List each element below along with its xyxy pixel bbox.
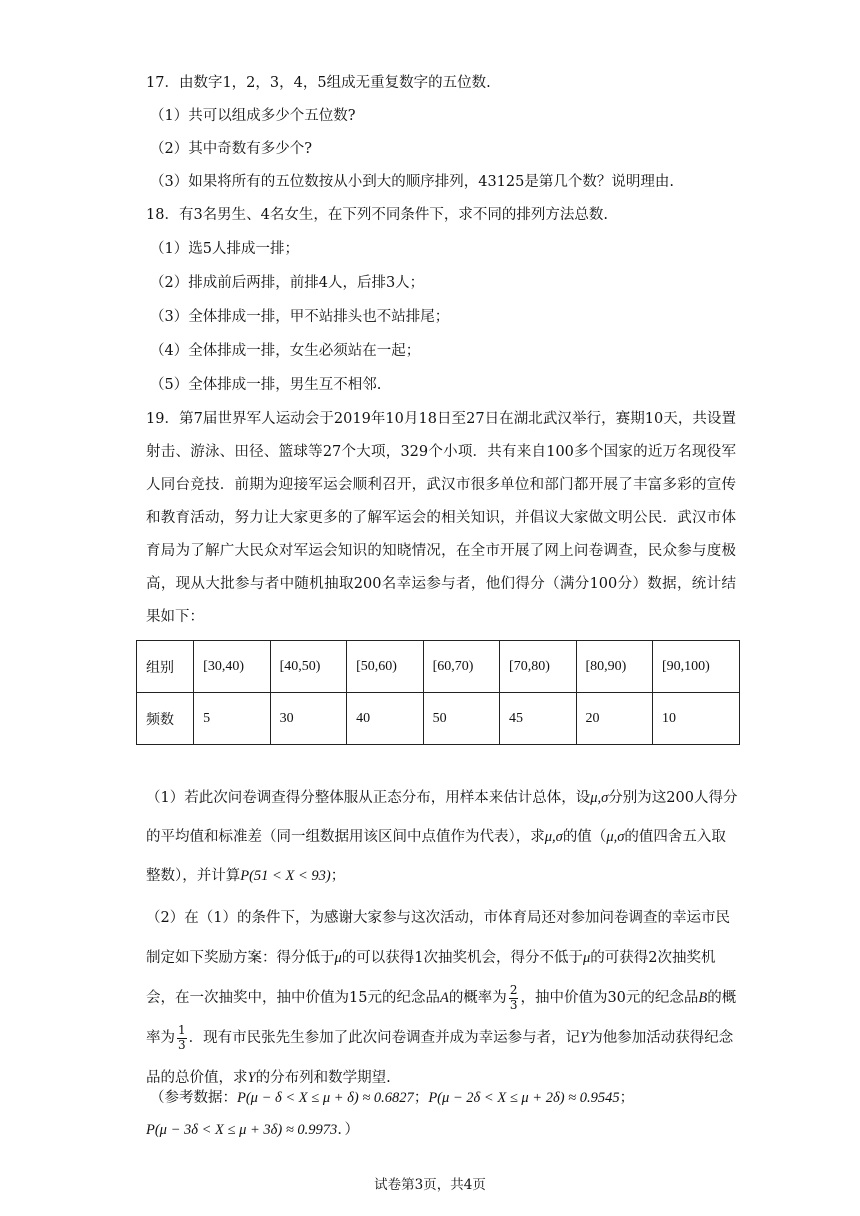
frequency-table — [136, 640, 740, 745]
table-header-cell: 频数 — [137, 693, 194, 745]
fraction-two-thirds: $\frac{2}{3}$ — [509, 983, 518, 1012]
q19-part1: （1）若此次问卷调查得分整体服从正态分布，用样本来估计总体，设μ,σ分别为这200人得分的平均值和标准差（同一组数据用该区间中点值作为代表），求μ,σ的值（μ,σ的值四舍五入取整数），并计算P(51 < X < 93)； — [146, 790, 738, 884]
math-Y: Y — [247, 1070, 256, 1086]
q17-stem: 17．由数字1，2，3，4，5组成无重复数字的五位数. — [146, 75, 491, 91]
table-row — [137, 641, 740, 693]
q18-part2: （2）排成前后两排，前排4人，后排3人； — [150, 275, 425, 291]
math-ref1: P(μ − δ < X ≤ μ + δ) ≈ 0.6827 — [237, 1090, 414, 1106]
math-mu-sigma: μ,σ — [606, 829, 625, 845]
math-ref2: P(μ − 2δ < X ≤ μ + 2δ) ≈ 0.9545 — [428, 1090, 620, 1106]
q18-part3: （3）全体排成一排，甲不站排头也不站排尾； — [150, 309, 450, 325]
table-cell: [40,50) — [270, 641, 346, 693]
table-cell: 50 — [423, 693, 499, 745]
q19-stem: 19．第7届世界军人运动会于2019年10月18日至27日在湖北武汉举行，赛期10天，共设置射击、游泳、田径、篮球等27个大项，329个小项．共有来自100多个国家的近万名现役军人同台竞技．前期为迎接军运会顺利召开，武汉市很多单位和部门都开展了丰富多彩的宣传和教育活动，努力让大家更多的了解军运会的相关知识，并倡议大家做文明公民．武汉市体育局为了解广大民众对军运会知识的知晓情况，在全市开展了网上问卷调查，民众参与度极高，现从大批参与者中随机抽取200名幸运参与者，他们得分（满分100分）数据，统计结果如下： — [146, 411, 736, 625]
math-Y: Y — [580, 1030, 589, 1046]
table-cell: [30,40) — [194, 641, 270, 693]
math-mu: μ — [334, 950, 342, 966]
table-cell: 20 — [576, 693, 652, 745]
table-cell: 10 — [652, 693, 739, 745]
table-cell: [90,100) — [652, 641, 739, 693]
page-footer: 试卷第3页，共4页 — [374, 1177, 486, 1193]
q17-part1: （1）共可以组成多少个五位数? — [150, 108, 356, 124]
table-cell: 40 — [347, 693, 423, 745]
table-cell: [60,70) — [423, 641, 499, 693]
q18-part5: （5）全体排成一排，男生互不相邻. — [150, 377, 382, 393]
reference-data-line1: （参考数据：P(μ − δ < X ≤ μ + δ) ≈ 0.6827；P(μ − 2δ < X ≤ μ + 2δ) ≈ 0.9545； — [150, 1090, 635, 1106]
q17-part2: （2）其中奇数有多少个? — [150, 141, 312, 157]
math-probability: P(51 < X < 93) — [240, 868, 331, 884]
q18-part1: （1）选5人排成一排； — [150, 241, 299, 257]
table-row — [137, 693, 740, 745]
table-cell: 5 — [194, 693, 270, 745]
q19-part2: （2）在（1）的条件下，为感谢大家参与这次活动，市体育局还对参加问卷调查的幸运市民制定如下奖励方案：得分低于μ的可以获得1次抽奖机会，得分不低于μ的可获得2次抽奖机会，在一次抽奖中，抽中价值为15元的纪念品A的概率为 $\frac{2}{3}$ ，抽中价值为30元的纪念品B的概率为 $\frac{1}{3}$ ．现有市民张先生参加了此次问卷调查并成为幸运参与者，记Y为他参加活动获得纪念品的总价值，求Y的分布列和数学期望. — [146, 910, 737, 1086]
q17-part3: （3）如果将所有的五位数按从小到大的顺序排列，43125是第几个数？说明理由. — [150, 174, 674, 190]
math-mu-sigma: μ,σ — [544, 829, 563, 845]
table-cell: [70,80) — [500, 641, 576, 693]
table-cell: 45 — [500, 693, 576, 745]
math-mu: μ — [583, 950, 591, 966]
math-A: A — [439, 990, 449, 1006]
q18-stem: 18．有3名男生、4名女生，在下列不同条件下，求不同的排列方法总数. — [146, 207, 609, 223]
reference-data-line2: P(μ − 3δ < X ≤ μ + 3δ) ≈ 0.9973．） — [146, 1122, 360, 1138]
table-header-cell: 组别 — [137, 641, 194, 693]
fraction-one-third: $\frac{1}{3}$ — [178, 1023, 186, 1052]
table-cell: 30 — [270, 693, 346, 745]
q18-part4: （4）全体排成一排，女生必须站在一起； — [150, 343, 421, 359]
table-cell: [50,60) — [347, 641, 423, 693]
table-cell: [80,90) — [576, 641, 652, 693]
math-mu-sigma: μ,σ — [590, 790, 609, 806]
math-ref3: P(μ − 3δ < X ≤ μ + 3δ) ≈ 0.9973 — [146, 1122, 338, 1138]
math-B: B — [698, 990, 708, 1006]
